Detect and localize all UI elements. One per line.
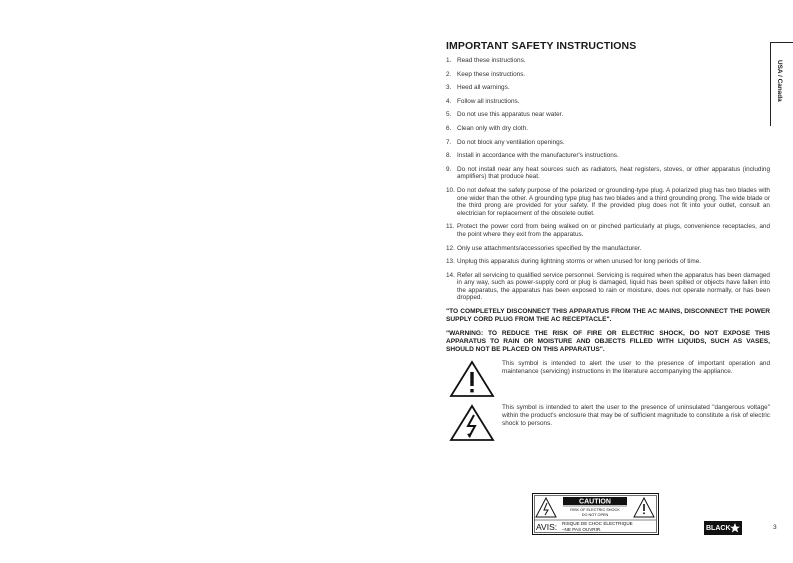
disconnect-notice: "TO COMPLETELY DISCONNECT THIS APPARATUS FROM THE AC MAINS, DISCONNECT THE POWER SUPPLY CORD PLUG FROM THE AC RECEPTACLE". <box>446 308 770 324</box>
list-item: 6. Clean only with dry cloth. <box>446 124 529 132</box>
symbol-description: This symbol is intended to alert the user to the presence of uninsulated "dangerous voltage" within the product's enclosure that may be of sufficient magnitude to constitute a risk of electric shock to persons. <box>502 404 770 427</box>
list-item: 4. Follow all instructions. <box>446 97 520 105</box>
list-item: 2. Keep these instructions. <box>446 70 526 78</box>
avis-line-2: –NE PAS OUVRIR. <box>562 527 602 532</box>
region-tab-label: USA / Canada <box>776 60 783 102</box>
symbol-row-caution <box>446 360 770 398</box>
list-item: 3. Heed all warnings. <box>446 84 510 92</box>
list-item: 13. Unplug this apparatus during lightning storms or when unused for long periods of time. <box>446 258 702 266</box>
list-item: 1. Read these instructions. <box>446 57 526 64</box>
caution-line-2: DO NOT OPEN <box>581 513 609 517</box>
list-item: 12. Only use attachments/accessories specified by the manufacturer. <box>446 244 642 252</box>
instruction-list <box>446 57 770 302</box>
caution-label <box>532 493 659 535</box>
lightning-triangle-icon <box>446 404 498 442</box>
side-divider <box>770 42 771 126</box>
symbol-description: This symbol is intended to alert the user to the presence of important operation and maintenance (servicing) instructions in the literature accompanying the appliance. <box>502 360 770 375</box>
side-top-rule <box>770 42 793 43</box>
avis-line-1: RISQUE DE CHOC ÉLECTRIQUE <box>562 521 633 526</box>
list-item: 14. Refer all servicing to qualified service personnel. Servicing is required when the apparatus has been damaged in any way, such as power-supply cord or plug is damaged, liquid has been spilled or objects have fallen into the apparatus, the apparatus has been exposed to rain or moisture, does not operate normally, or has been dropped. <box>446 271 770 302</box>
avis-label: AVIS: <box>536 522 558 532</box>
page-number: 3 <box>773 524 777 531</box>
symbol-row-voltage <box>446 404 770 442</box>
safety-section <box>446 40 770 448</box>
caution-line-1: RISK OF ELECTRIC SHOCK <box>570 508 620 512</box>
caution-title: CAUTION <box>579 498 611 506</box>
list-item: 11. Protect the power cord from being walked on or pinched particularly at plugs, convenience receptacles, and the point where they exit from the apparatus. <box>446 223 770 238</box>
exclamation-triangle-icon <box>446 360 498 398</box>
warning-notice: "WARNING: TO REDUCE THE RISK OF FIRE OR ELECTRIC SHOCK, DO NOT EXPOSE THIS APPARATUS TO RAIN OR MOISTURE AND OBJECTS FILLED WITH LIQUIDS, SUCH AS VASES, SHOULD NOT BE PLACED ON THIS APPARATUS". <box>446 330 770 354</box>
list-item: 10. Do not defeat the safety purpose of the polarized or grounding-type plug. A polarized plug has two blades with one wider than the other. A grounding type plug has two blades and a third grounding prong. The wide blade or the third prong are provided for your safety. If the provided plug does not fit into your outlet, consult an electrician for replacement of the obsolete outlet. <box>446 186 770 217</box>
brand-logo: BLACK <box>704 521 742 535</box>
list-item: 5. Do not use this apparatus near water. <box>446 111 564 119</box>
page-title: IMPORTANT SAFETY INSTRUCTIONS <box>446 40 637 52</box>
list-item: 9. Do not install near any heat sources such as radiators, heat registers, stoves, or other apparatus (including amplifiers) that produce heat. <box>446 165 770 181</box>
star-icon <box>729 522 741 534</box>
list-item: 7. Do not block any ventilation openings. <box>446 138 565 146</box>
list-item: 8. Install in accordance with the manufacturer's instructions. <box>446 152 619 160</box>
